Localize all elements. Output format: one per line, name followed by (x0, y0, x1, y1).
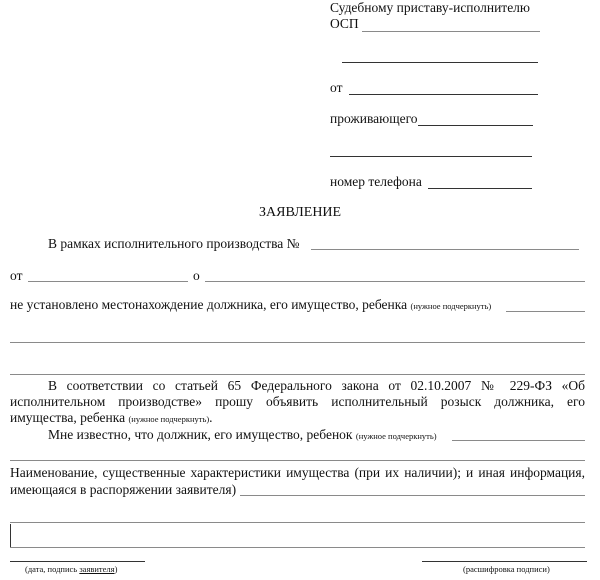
blank-line-2[interactable] (10, 374, 585, 375)
known-field[interactable] (452, 440, 585, 441)
property-field[interactable] (240, 495, 585, 496)
from-field[interactable] (349, 94, 538, 95)
residing-field[interactable] (418, 125, 533, 126)
proceeding-number-field[interactable] (311, 249, 579, 250)
signature-name-field[interactable] (422, 561, 587, 562)
blank-line-4[interactable] (10, 522, 585, 523)
residing-label: проживающего (330, 111, 418, 126)
legal-paragraph (10, 378, 585, 427)
phone-label: номер телефона (330, 174, 422, 189)
legal-underline-note: (нужное подчеркнуть) (128, 414, 210, 424)
property-paragraph (10, 464, 585, 498)
left-caption-suffix: ) (114, 564, 118, 574)
address-field[interactable] (330, 156, 532, 157)
proceeding-text: В рамках исполнительного производства № (48, 236, 300, 251)
text-cursor (10, 524, 11, 548)
not-found-label: не установлено местонахождение должника, его имущество, ребенка (10, 297, 408, 312)
body-about-label: о (193, 268, 200, 283)
osp-field[interactable] (362, 31, 540, 32)
legal-paragraph-line2: ребенка (80, 410, 126, 425)
phone-field[interactable] (428, 188, 532, 189)
blank-line-1[interactable] (10, 342, 585, 343)
known-label: Мне известно, что должник, его имущество, ребенок (48, 427, 353, 442)
known-text (48, 427, 437, 443)
body-from-label: от (10, 268, 23, 283)
blank-line-3[interactable] (10, 460, 585, 461)
from-label: от (330, 80, 343, 95)
underline-note: (нужное подчеркнуть) (410, 301, 492, 311)
left-caption-prefix: (дата, подпись (25, 564, 78, 574)
osp-extra-field[interactable] (342, 62, 538, 63)
signature-date-field[interactable] (10, 561, 145, 562)
property-paragraph-line2: имеющаяся в распоряжении заявителя) (10, 482, 237, 497)
legal-paragraph-end: . (209, 410, 213, 425)
osp-label: ОСП (330, 16, 359, 31)
blank-line-5[interactable] (10, 547, 585, 548)
not-found-text (10, 297, 491, 313)
known-underline-note: (нужное подчеркнуть) (355, 431, 437, 441)
property-paragraph-line1: Наименование, существенные характеристики имущества (при их наличии); и иная информация, (10, 465, 585, 480)
proceeding-subject-field[interactable] (205, 281, 585, 282)
proceeding-date-field[interactable] (28, 281, 188, 282)
signature-right-caption: (расшифровка подписи) (463, 564, 550, 574)
document-title: ЗАЯВЛЕНИЕ (259, 205, 342, 220)
recipient-title: Судебному приставу-исполнителю (330, 0, 531, 15)
signature-left-caption (25, 564, 117, 574)
legal-paragraph-text: В соответствии со статьей 65 Федерального закона от 02.10.2007 № 229-ФЗ «Об исполнительном производстве» прошу объявить исполнительный розыск должника, его имущества, (10, 378, 585, 425)
left-caption-word: заявителя (79, 564, 115, 574)
not-found-field[interactable] (506, 311, 585, 312)
